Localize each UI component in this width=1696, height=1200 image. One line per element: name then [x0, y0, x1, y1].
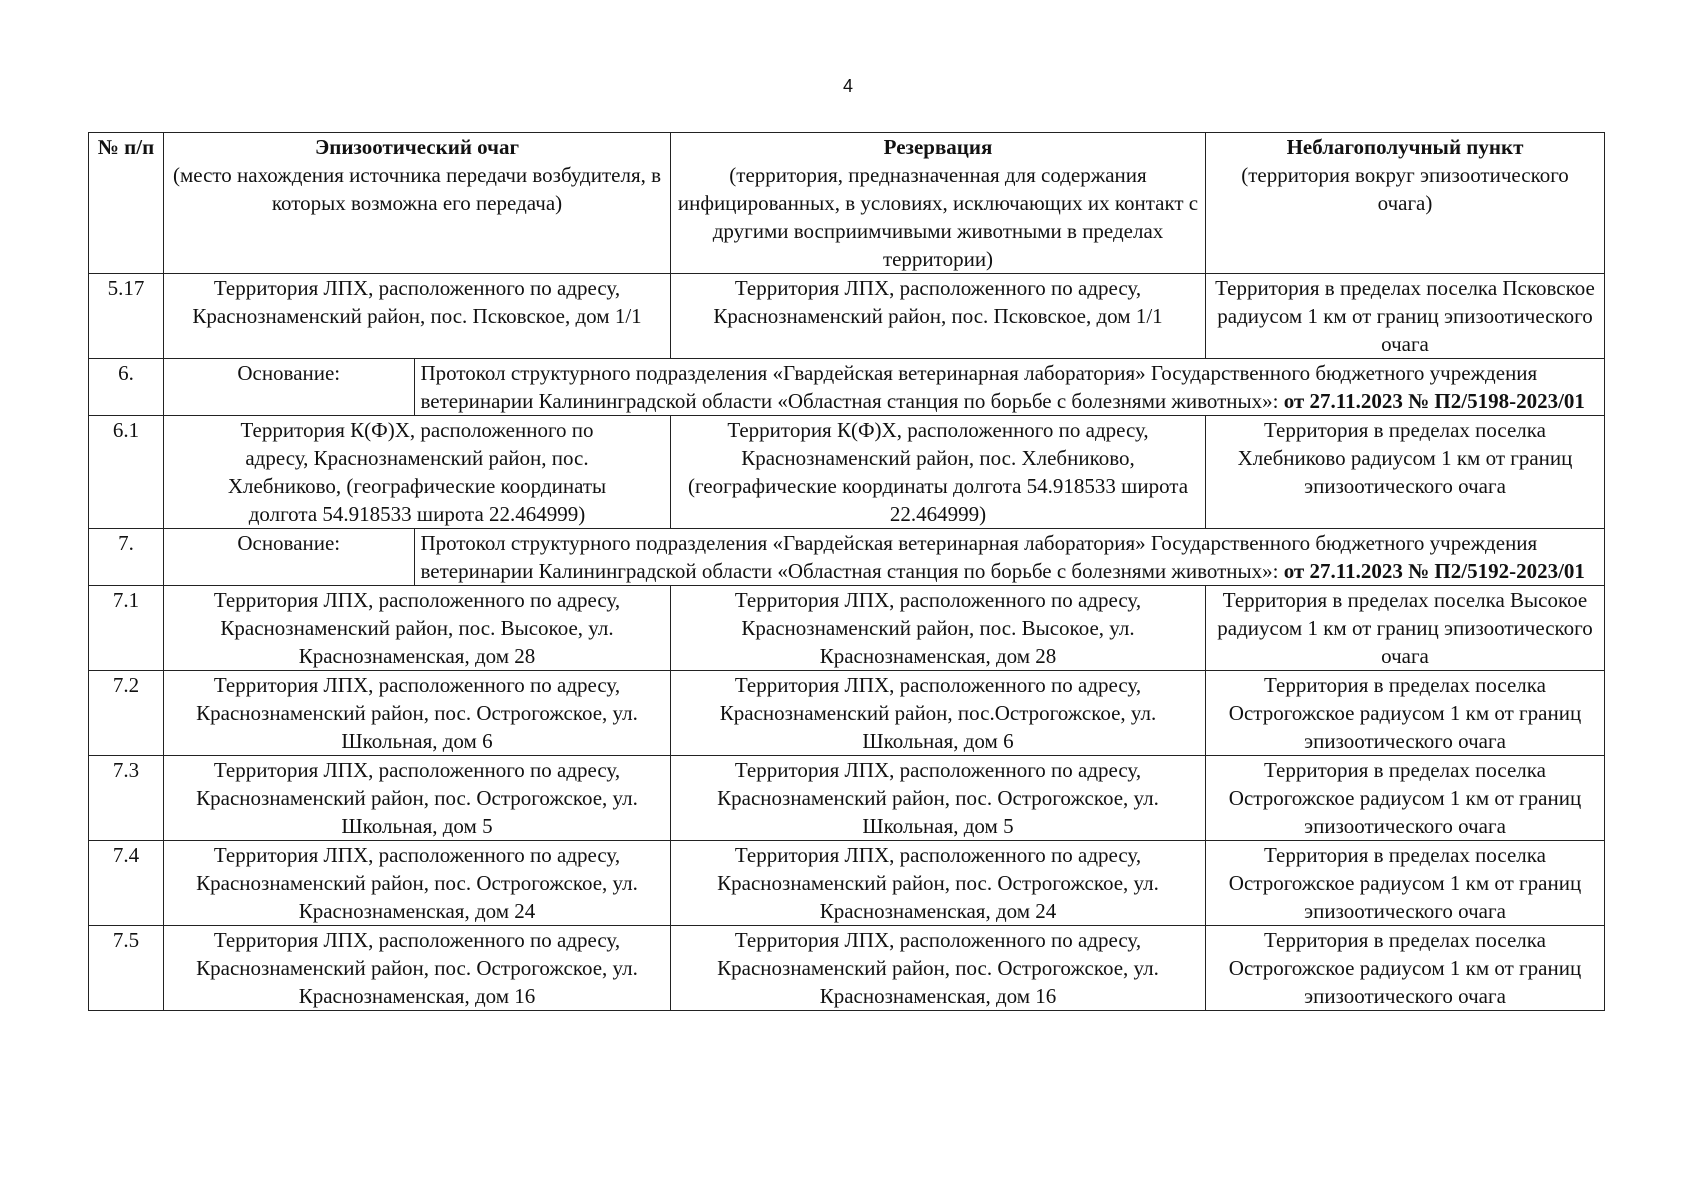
outbreak-cell: Территория ЛПХ, расположенного по адресу, Краснознаменский район, пос. Острогожское, ул. Краснознаменская, дом 16	[164, 926, 671, 1011]
unfavorable-cell: Территория в пределах поселка Острогожское радиусом 1 км от границ эпизоотического очага	[1206, 841, 1605, 926]
table-row	[89, 756, 1605, 841]
basis-protocol-number: от 27.11.2023 № П2/5198-2023/01	[1283, 389, 1585, 413]
header-unfavorable	[1206, 133, 1605, 274]
outbreak-cell: Территория К(Ф)Х, расположенного по адресу, Краснознаменский район, пос. Хлебниково, (географические координаты долгота 54.918533 широта 22.464999)	[164, 416, 671, 529]
basis-protocol-text: Протокол структурного подразделения «Гвардейская ветеринарная лаборатория» Государственного бюджетного учреждения ветеринарии Калининградской области «Областная станция по борьбе с болезнями животных»:	[420, 531, 1538, 583]
reservation-cell: Территория ЛПХ, расположенного по адресу, Краснознаменский район, пос. Острогожское, ул. Краснознаменская, дом 16	[671, 926, 1206, 1011]
header-unfavorable-title: Неблагополучный пункт	[1286, 135, 1524, 159]
table-row	[89, 671, 1605, 756]
row-number: 6.	[89, 359, 164, 416]
basis-label: Основание:	[164, 359, 414, 415]
unfavorable-cell: Территория в пределах поселка Высокое радиусом 1 км от границ эпизоотического очага	[1206, 586, 1605, 671]
row-number: 7.5	[89, 926, 164, 1011]
outbreak-cell: Территория ЛПХ, расположенного по адресу, Краснознаменский район, пос. Острогожское, ул. Школьная, дом 5	[164, 756, 671, 841]
unfavorable-cell: Территория в пределах поселка Псковское радиусом 1 км от границ эпизоотического очага	[1206, 274, 1605, 359]
table-row	[89, 926, 1605, 1011]
basis-protocol-text: Протокол структурного подразделения «Гвардейская ветеринарная лаборатория» Государственного бюджетного учреждения ветеринарии Калининградской области «Областная станция по борьбе с болезнями животных»:	[420, 361, 1538, 413]
row-number: 7.1	[89, 586, 164, 671]
reservation-cell: Территория ЛПХ, расположенного по адресу, Краснознаменский район, пос. Острогожское, ул. Краснознаменская, дом 24	[671, 841, 1206, 926]
basis-text	[414, 359, 1604, 415]
header-reservation-title: Резервация	[883, 135, 993, 159]
row-number: 7.3	[89, 756, 164, 841]
header-outbreak	[164, 133, 671, 274]
outbreak-cell: Территория ЛПХ, расположенного по адресу, Краснознаменский район, пос. Псковское, дом 1/1	[164, 274, 671, 359]
basis-row	[89, 529, 1605, 586]
row-number: 7.4	[89, 841, 164, 926]
outbreak-cell: Территория ЛПХ, расположенного по адресу, Краснознаменский район, пос. Острогожское, ул. Школьная, дом 6	[164, 671, 671, 756]
header-outbreak-desc: (место нахождения источника передачи возбудителя, в которых возможна его передача)	[172, 163, 662, 215]
row-number: 5.17	[89, 274, 164, 359]
outbreak-cell: Территория ЛПХ, расположенного по адресу, Краснознаменский район, пос. Высокое, ул. Краснознаменская, дом 28	[164, 586, 671, 671]
unfavorable-cell: Территория в пределах поселка Острогожское радиусом 1 км от границ эпизоотического очага	[1206, 926, 1605, 1011]
row-number: 6.1	[89, 416, 164, 529]
header-reservation	[671, 133, 1206, 274]
basis-row	[89, 359, 1605, 416]
reservation-cell: Территория К(Ф)Х, расположенного по адресу, Краснознаменский район, пос. Хлебниково, (географические координаты долгота 54.918533 широта 22.464999)	[671, 416, 1206, 529]
header-num: № п/п	[89, 133, 164, 274]
reservation-cell: Территория ЛПХ, расположенного по адресу, Краснознаменский район, пос. Высокое, ул. Краснознаменская, дом 28	[671, 586, 1206, 671]
outbreak-cell: Территория ЛПХ, расположенного по адресу, Краснознаменский район, пос. Острогожское, ул. Краснознаменская, дом 24	[164, 841, 671, 926]
document-table	[88, 132, 1605, 1011]
basis-cell	[164, 359, 1605, 416]
table-row	[89, 416, 1605, 529]
basis-protocol-number: от 27.11.2023 № П2/5192-2023/01	[1283, 559, 1585, 583]
unfavorable-cell: Территория в пределах поселка Острогожское радиусом 1 км от границ эпизоотического очага	[1206, 756, 1605, 841]
header-outbreak-title: Эпизоотический очаг	[314, 135, 520, 159]
unfavorable-cell: Территория в пределах поселка Хлебниково радиусом 1 км от границ эпизоотического очага	[1206, 416, 1605, 529]
header-unfavorable-desc: (территория вокруг эпизоотического очага)	[1241, 163, 1569, 215]
page-number: 4	[842, 76, 853, 96]
reservation-cell: Территория ЛПХ, расположенного по адресу, Краснознаменский район, пос. Псковское, дом 1/1	[671, 274, 1206, 359]
table-row	[89, 841, 1605, 926]
reservation-cell: Территория ЛПХ, расположенного по адресу, Краснознаменский район, пос.Острогожское, ул. Школьная, дом 6	[671, 671, 1206, 756]
basis-cell	[164, 529, 1605, 586]
table-row	[89, 586, 1605, 671]
unfavorable-cell: Территория в пределах поселка Острогожское радиусом 1 км от границ эпизоотического очага	[1206, 671, 1605, 756]
reservation-cell: Территория ЛПХ, расположенного по адресу, Краснознаменский район, пос. Острогожское, ул. Школьная, дом 5	[671, 756, 1206, 841]
row-number: 7.2	[89, 671, 164, 756]
basis-label: Основание:	[164, 529, 414, 585]
header-reservation-desc: (территория, предназначенная для содержания инфицированных, в условиях, исключающих их контакт с другими восприимчивыми животными в пределах территории)	[677, 163, 1199, 271]
table-header-row	[89, 133, 1605, 274]
basis-text	[414, 529, 1604, 585]
row-number: 7.	[89, 529, 164, 586]
table-row	[89, 274, 1605, 359]
